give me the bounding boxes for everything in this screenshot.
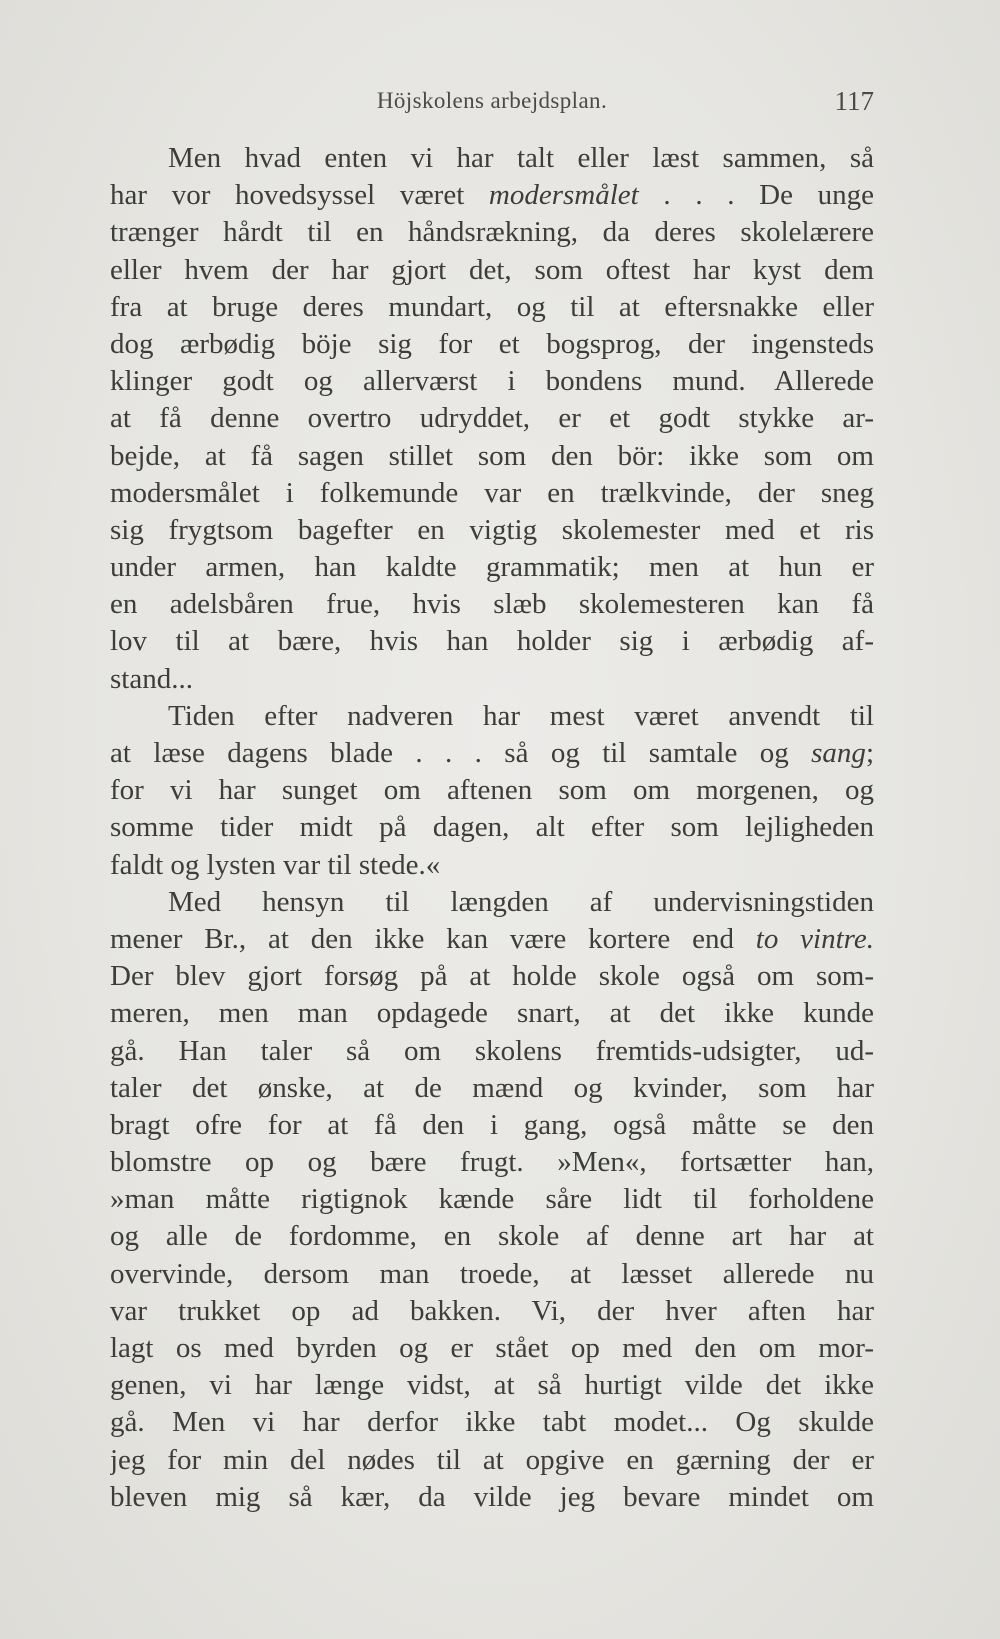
running-head	[110, 86, 874, 122]
text-line: at få denne overtro udryddet, er et godt stykke ar-	[110, 402, 874, 435]
text-line: »man måtte rigtignok kænde såre lidt til forholdene	[110, 1183, 874, 1216]
text-line	[110, 177, 874, 214]
text-line: genen, vi har længe vidst, at så hurtigt vilde det ikke	[110, 1369, 874, 1402]
text-line: somme tider midt på dagen, alt efter som lejligheden	[110, 811, 874, 844]
text-line: stand...	[110, 662, 193, 695]
text-line: bragt ofre for at få den i gang, også måtte se den	[110, 1108, 874, 1141]
text-segment: har vor hovedsyssel været	[110, 179, 489, 212]
text-line: eller hvem der har gjort det, som oftest har kyst dem	[110, 253, 874, 286]
text-line	[110, 735, 874, 772]
page-number: 117	[834, 86, 874, 116]
text-line: Tiden efter nadveren har mest været anvendt til	[168, 699, 874, 732]
text-line: og alle de fordomme, en skole af denne art har at	[110, 1220, 874, 1253]
text-line: blomstre op og bære frugt. »Men«, fortsætter han,	[110, 1146, 874, 1179]
text-segment: mener Br., at den ikke kan være kortere end	[110, 922, 756, 955]
text-segment: ;	[865, 737, 874, 769]
text-line: var trukket op ad bakken. Vi, der hver aften har	[110, 1294, 874, 1327]
running-head-title: Höjskolens arbejdsplan.	[376, 88, 608, 113]
text-line: Men hvad enten vi har talt eller læst sammen, så	[168, 142, 874, 174]
text-line: Der blev gjort forsøg på at holde skole også om som-	[110, 960, 874, 993]
text-line: en adelsbåren frue, hvis slæb skolemesteren kan få	[110, 588, 874, 621]
text-line: under armen, han kaldte grammatik; men at hun er	[110, 551, 874, 584]
text-line: for vi har sunget om aftenen som om morgenen, og	[110, 774, 874, 807]
text-line: sig frygtsom bagefter en vigtig skolemester med et ris	[110, 513, 874, 546]
text-segment: at læse dagens blade . . . så og til samtale og	[110, 737, 812, 769]
text-line: lagt os med byrden og er stået op med den om mor-	[110, 1332, 874, 1364]
text-line: gå. Men vi har derfor ikke tabt modet... Og skulde	[110, 1406, 874, 1439]
text-line: meren, men man opdagede snart, at det ikke kunde	[110, 997, 874, 1030]
text-line: faldt og lysten var til stede.«	[110, 848, 441, 881]
italic-text: to vintre.	[755, 922, 874, 955]
text-line	[110, 921, 874, 958]
text-line: modersmålet i folkemunde var en trælkvinde, der sneg	[110, 476, 874, 509]
italic-text: sang	[811, 737, 866, 769]
text-line: klinger godt og allerværst i bondens mund. Allerede	[110, 365, 874, 398]
body-text	[110, 140, 874, 1516]
text-line: bejde, at få sagen stillet som den bör: ikke som om	[110, 439, 874, 472]
text-line: Med hensyn til længden af undervisningstiden	[168, 885, 874, 918]
italic-text: modersmålet	[488, 179, 639, 212]
text-line: jeg for min del nødes til at opgive en gærning der er	[110, 1443, 874, 1476]
text-line: taler det ønske, at de mænd og kvinder, som har	[110, 1071, 874, 1104]
text-line: bleven mig så kær, da vilde jeg bevare mindet om	[110, 1480, 874, 1513]
text-line: lov til at bære, hvis han holder sig i ærbødig af-	[110, 625, 874, 658]
text-line: fra at bruge deres mundart, og til at eftersnakke eller	[110, 290, 874, 323]
text-line: gå. Han taler så om skolens fremtids-udsigter, ud-	[110, 1034, 874, 1067]
text-segment: . . . De unge	[638, 179, 874, 212]
text-line: dog ærbødig böje sig for et bogsprog, der ingensteds	[110, 327, 874, 360]
text-line: trænger hårdt til en håndsrækning, da deres skolelærere	[110, 216, 874, 249]
text-line: overvinde, dersom man troede, at læsset allerede nu	[110, 1257, 874, 1290]
